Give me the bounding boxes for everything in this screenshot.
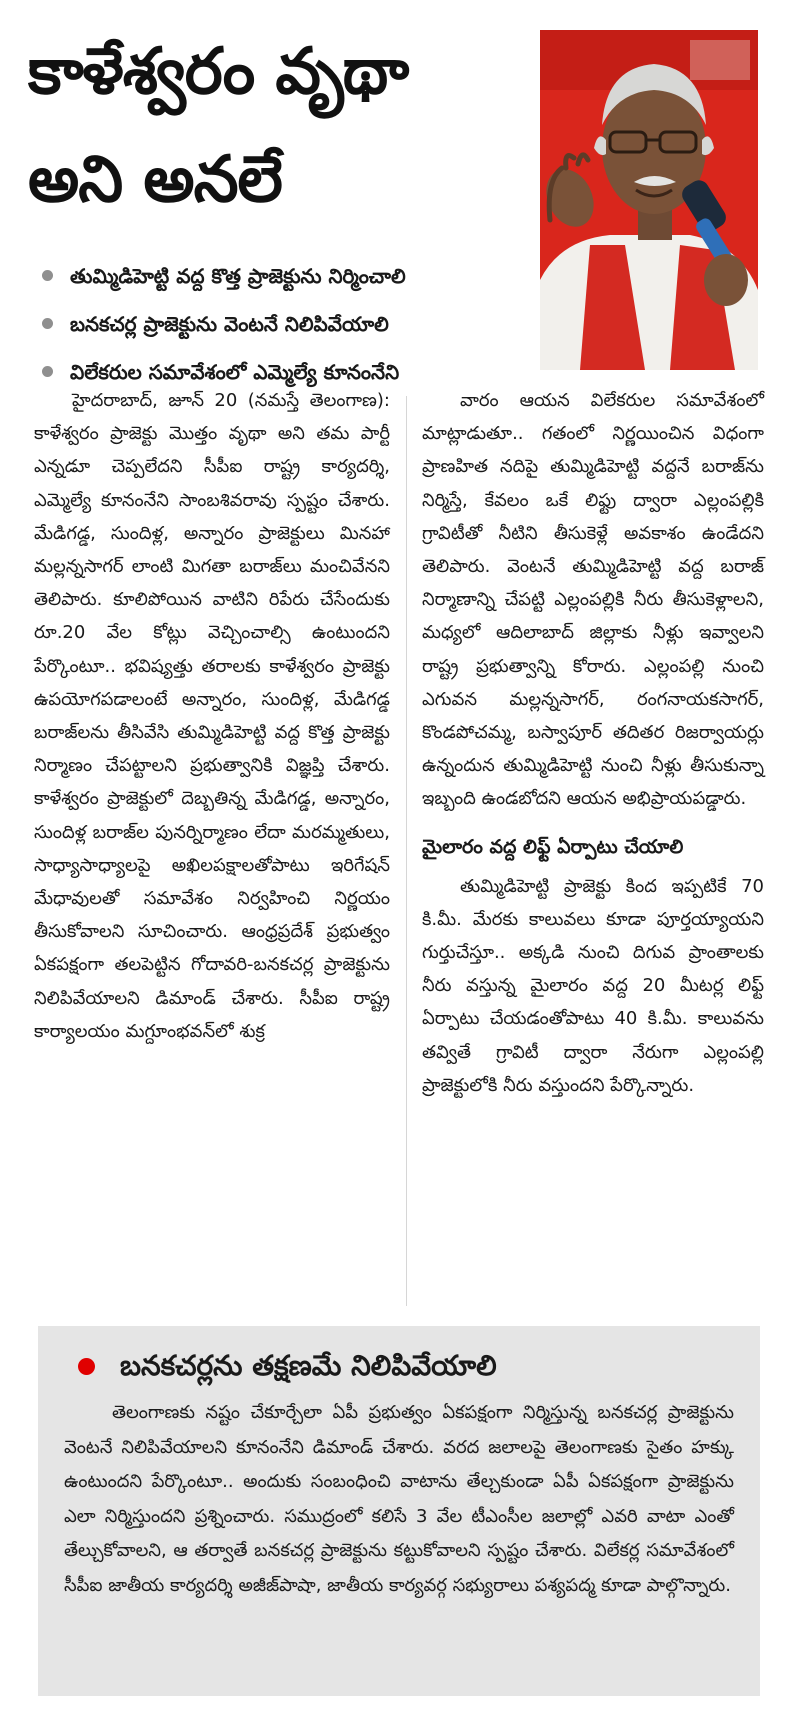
article-column-right: [422, 384, 764, 1102]
article-subheading: మైలారం వద్ద లిఫ్ట్ ఏర్పాటు చేయాలి: [422, 835, 684, 858]
sidebar-box-body: తెలంగాణకు నష్టం చేకూర్చేలా ఏపీ ప్రభుత్వం ఏకపక్షంగా నిర్మిస్తున్న బనకచర్ల ప్రాజెక్టును వెంటనే నిలిపివేయాలని కూనంనేని డిమాండ్ చేశారు. వరద జలాలపై తెలంగాణకు సైతం హక్కు ఉంటుందని పేర్కొంటూ.. అందుకు సంబంధించి వాటాను తేల్చకుండా ఏపీ ఏకపక్షంగా ప్రాజెక్టును ఎలా నిర్మిస్తుందని ప్రశ్నించారు. సముద్రంలో కలిసే 3 వేల టీఎంసీల జలాల్లో ఎవరి వాటా ఎంతో తేల్చుకోవాలని, ఆ తర్వాతే బనకచర్ల ప్రాజెక్టును కట్టుకోవాలని స్పష్టం చేశారు. విలేకర్ల సమావేశంలో సీపీఐ జాతీయ కార్యదర్శి అజీజ్‌పాషా, జాతీయ కార్యవర్గ సభ్యురాలు పశ్యపద్మ కూడా పాల్గొన్నారు.: [64, 1402, 734, 1596]
sidebar-box-title-text: బనకచర్లను తక్షణమే నిలిపివేయాలి: [120, 1349, 497, 1382]
person-speaking-at-microphone-icon: [540, 30, 758, 370]
headline-line-1: కాళేశ్వరం వృథా: [28, 35, 409, 109]
key-point-text: విలేకరుల సమావేశంలో ఎమ్మెల్యే కూనంనేని: [70, 360, 400, 384]
speaker-photo: [540, 30, 758, 370]
key-point-text: బనకచర్ల ప్రాజెక్టును వెంటనే నిలిపివేయాలి: [70, 312, 389, 336]
bullet-dot-icon: [42, 318, 53, 329]
key-points-list: [34, 252, 534, 396]
bullet-dot-icon: [42, 270, 53, 281]
article-paragraph: హైదరాబాద్, జూన్ 20 (నమస్తే తెలంగాణ): కాళేశ్వరం ప్రాజెక్టు మొత్తం వృథా అని తమ పార్టీ ఎన్నడూ చెప్పలేదని సీపీఐ రాష్ట్ర కార్యదర్శి, ఎమ్మెల్యే కూనంనేని సాంబశివరావు స్పష్టం చేశారు. మేడిగడ్డ, సుందిళ్ల, అన్నారం ప్రాజెక్టులు మినహా మల్లన్నసాగర్ లాంటి మిగతా బరాజ్‌లు మంచివేనని తెలిపారు. కూలిపోయిన వాటిని రిపేరు చేసేందుకు రూ.20 వేల కోట్లు వెచ్చించాల్సి ఉంటుందని పేర్కొంటూ.. భవిష్యత్తు తరాలకు కాళేశ్వరం ప్రాజెక్టు ఉపయోగపడాలంటే అన్నారం, సుందిళ్ల, మేడిగడ్డ బరాజ్‌లను తీసివేసి తుమ్మిడిహెట్టి వద్ద కొత్త ప్రాజెక్టు నిర్మాణం చేపట్టాలని ప్రభుత్వానికి విజ్ఞప్తి చేశారు. కాళేశ్వరం ప్రాజెక్టులో దెబ్బతిన్న మేడిగడ్డ, అన్నారం, సుందిళ్ల బరాజ్‌ల పునర్నిర్మాణం లేదా మరమ్మతులు, సాధ్యాసాధ్యాలపై అఖిలపక్షాలతోపాటు ఇరిగేషన్ మేధావులతో సమావేశం నిర్వహించి నిర్ణయం తీసుకోవాలని సూచించారు. ఆంధ్రప్రదేశ్ ప్రభుత్వం ఏకపక్షంగా తలపెట్టిన గోదావరి-బనకచర్ల ప్రాజెక్టును నిలిపివేయాలని డిమాండ్ చేశారు. సీపీఐ రాష్ట్ర కార్యాలయం మగ్దూంభవన్‌లో శుక్ర: [34, 390, 390, 1042]
key-point-item: [34, 300, 534, 348]
column-divider: [406, 396, 407, 1306]
headline: [28, 18, 528, 234]
key-point-text: తుమ్మిడిహెట్టి వద్ద కొత్త ప్రాజెక్టును నిర్మించాలి: [70, 264, 406, 288]
headline-line-2: అని అనలే: [28, 143, 282, 217]
article-column-left: [34, 384, 390, 1048]
red-bullet-icon: [78, 1358, 95, 1375]
key-point-item: [34, 252, 534, 300]
sidebar-box: [38, 1326, 760, 1696]
sidebar-box-title: [64, 1340, 734, 1392]
article-paragraph: తుమ్మిడిహెట్టి ప్రాజెక్టు కింద ఇప్పటికే 70 కి.మీ. మేరకు కాలువలు కూడా పూర్తయ్యాయని గుర్తుచేస్తూ.. అక్కడి నుంచి దిగువ ప్రాంతాలకు నీరు వస్తున్న మైలారం వద్ద 20 మీటర్ల లిఫ్ట్ ఏర్పాటు చేయడంతోపాటు 40 కి.మీ. కాలువను తవ్వితే గ్రావిటీ ద్వారా నేరుగా ఎల్లంపల్లి ప్రాజెక్టులోకి నీరు వస్తుందని పేర్కొన్నారు.: [422, 875, 764, 1096]
bullet-dot-icon: [42, 366, 53, 377]
article-paragraph: వారం ఆయన విలేకరుల సమావేశంలో మాట్లాడుతూ.. గతంలో నిర్ణయించిన విధంగా ప్రాణహిత నదిపై తుమ్మిడిహెట్టి వద్దనే బరాజ్‌ను నిర్మిస్తే, కేవలం ఒకే లిఫ్టు ద్వారా ఎల్లంపల్లికి గ్రావిటీతో నీటిని తీసుకెళ్లే అవకాశం ఉండేదని తెలిపారు. వెంటనే తుమ్మిడిహెట్టి వద్ద బరాజ్ నిర్మాణాన్ని చేపట్టి ఎల్లంపల్లికి నీరు తీసుకెళ్లాలని, మధ్యలో ఆదిలాబాద్ జిల్లాకు నీళ్లు ఇవ్వాలని రాష్ట్ర ప్రభుత్వాన్ని కోరారు. ఎల్లంపల్లి నుంచి ఎగువన మల్లన్నసాగర్, రంగనాయకసాగర్, కొండపోచమ్మ, బస్వాపూర్ తదితర రిజర్వాయర్లు ఉన్నందున తుమ్మిడిహెట్టి నుంచి నీళ్లు తీసుకున్నా ఇబ్బంది ఉండబోదని ఆయన అభిప్రాయపడ్డారు.: [422, 390, 764, 810]
